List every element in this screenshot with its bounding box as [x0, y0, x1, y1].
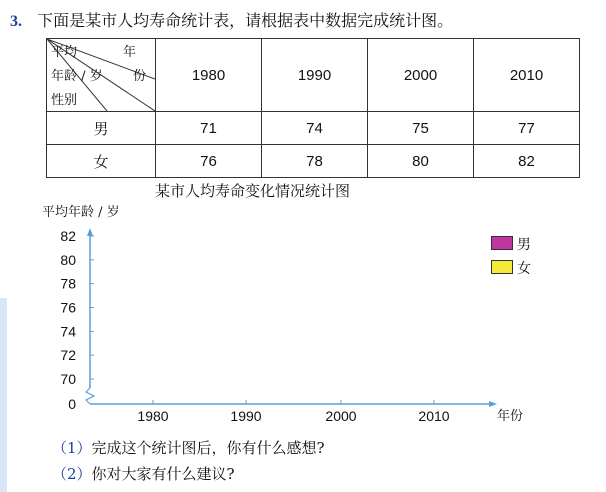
sub-question-1 — [52, 437, 325, 458]
male-1990: 74 — [262, 112, 368, 145]
corner-label-gender: 性别 — [51, 93, 78, 108]
y-axis-arrow — [87, 228, 93, 236]
male-2000: 75 — [368, 112, 474, 145]
y-tick-label-82: 82 — [60, 228, 76, 244]
y-tick-label-72: 72 — [60, 347, 76, 364]
y-tick-label-78: 78 — [60, 275, 76, 292]
legend-swatch-male — [491, 236, 513, 250]
y-tick-label-80: 80 — [60, 251, 76, 268]
legend-label-male: 男 — [517, 237, 531, 253]
corner-label-avg: 平均 — [51, 45, 78, 60]
chart-title: 某市人均寿命变化情况统计图 — [155, 182, 351, 200]
sub-question-2-number: （2） — [52, 465, 92, 483]
year-header-2000: 2000 — [368, 39, 474, 112]
sub-question-1-number: （1） — [52, 439, 92, 457]
y-tick-label-70: 70 — [60, 371, 76, 387]
corner-label-fen: 份 — [133, 69, 147, 84]
question-text: 下面是某市人均寿命统计表，请根据表中数据完成统计图。 — [37, 11, 454, 30]
x-tick-label-1990: 1990 — [230, 408, 262, 424]
female-2000: 80 — [368, 145, 474, 178]
male-2010: 77 — [474, 112, 580, 145]
legend-item-female — [491, 258, 531, 278]
y-axis-break — [86, 388, 94, 404]
legend-item-male — [491, 234, 531, 254]
x-tick-label-2010: 2010 — [418, 408, 450, 424]
row-label-male: 男 — [47, 112, 156, 145]
row-label-female: 女 — [47, 145, 156, 178]
x-axis-arrow — [489, 401, 497, 407]
x-axis-label: 年份 — [497, 409, 524, 424]
y-tick-label-74: 74 — [60, 323, 76, 340]
question-number: 3. — [10, 13, 22, 30]
y-tick-label-0: 0 — [68, 396, 76, 412]
female-1990: 78 — [262, 145, 368, 178]
corner-label-year: 年 — [123, 45, 137, 60]
corner-label-age: 年龄 / 岁 — [51, 69, 103, 84]
sub-question-1-text: 完成这个统计图后，你有什么感想? — [91, 439, 325, 457]
female-1980: 76 — [156, 145, 262, 178]
sub-question-2 — [52, 463, 235, 484]
x-tick-label-1980: 1980 — [137, 408, 169, 424]
legend-label-female: 女 — [517, 261, 531, 277]
y-tick-label-76: 76 — [60, 299, 76, 316]
year-header-2010: 2010 — [474, 39, 580, 112]
sub-question-2-text: 你对大家有什么建议? — [91, 465, 235, 483]
female-2010: 82 — [474, 145, 580, 178]
year-header-1990: 1990 — [262, 39, 368, 112]
legend-swatch-female — [491, 260, 513, 274]
x-tick-label-2000: 2000 — [325, 408, 357, 424]
y-axis-label: 平均年龄 / 岁 — [42, 205, 120, 220]
male-1980: 71 — [156, 112, 262, 145]
year-header-1980: 1980 — [156, 39, 262, 112]
